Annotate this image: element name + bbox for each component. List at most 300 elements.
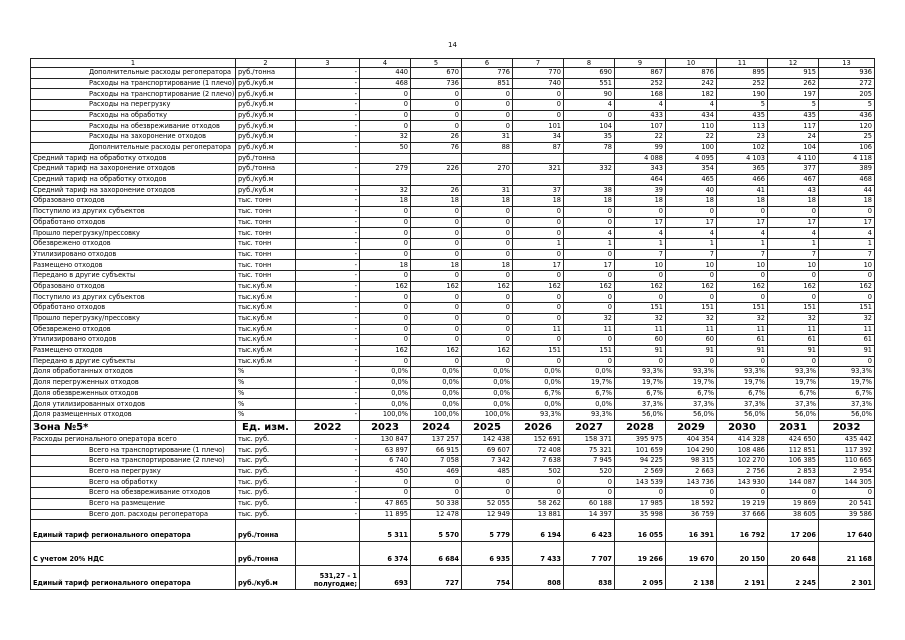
value-cell: 91 — [819, 345, 875, 356]
value-cell: 0 — [462, 477, 513, 488]
unit-cell: тыс.куб.м — [236, 303, 296, 314]
value-cell: 0,0% — [513, 399, 564, 410]
value-cell: 424 650 — [768, 434, 819, 445]
value-cell: 144 305 — [819, 477, 875, 488]
value-cell: 0 — [462, 324, 513, 335]
col3-cell: - — [296, 477, 360, 488]
value-cell: 0 — [462, 488, 513, 499]
value-cell: 867 — [615, 68, 666, 79]
value-cell: 117 392 — [819, 445, 875, 456]
value-cell: 0 — [360, 100, 411, 111]
value-cell: 0 — [564, 356, 615, 367]
row-label: Единый тариф регионального оператора — [31, 520, 236, 542]
value-cell: 1 — [615, 239, 666, 250]
value-cell: 435 — [768, 110, 819, 121]
value-cell: 106 — [819, 142, 875, 153]
value-cell: 0,0% — [411, 388, 462, 399]
value-cell: 5 — [768, 100, 819, 111]
value-cell: 75 321 — [564, 445, 615, 456]
value-cell: 100 — [666, 142, 717, 153]
value-cell: 252 — [717, 78, 768, 89]
column-number: 1 — [31, 59, 236, 68]
value-cell: 72 408 — [513, 445, 564, 456]
value-cell: 0 — [564, 303, 615, 314]
value-cell: 0 — [411, 249, 462, 260]
value-cell: 0,0% — [513, 377, 564, 388]
value-cell: 0 — [411, 324, 462, 335]
col3-cell: - — [296, 399, 360, 410]
value-cell: 0,0% — [411, 399, 462, 410]
row-label: Передано в другие субъекты — [31, 271, 236, 282]
row-label: Расходы на транспортирование (2 плечо) — [31, 89, 236, 100]
value-cell: 5 311 — [360, 520, 411, 542]
value-cell: 151 — [564, 345, 615, 356]
value-cell: 5 — [819, 100, 875, 111]
value-cell: 93,3% — [513, 410, 564, 421]
value-cell: 152 691 — [513, 434, 564, 445]
unit-cell: тыс. тонн — [236, 196, 296, 207]
value-cell: 0 — [819, 292, 875, 303]
value-cell: 0 — [513, 89, 564, 100]
value-cell: 0 — [360, 335, 411, 346]
value-cell: 11 895 — [360, 509, 411, 520]
value-cell: 0,0% — [564, 399, 615, 410]
value-cell: 2 191 — [717, 566, 768, 590]
table-row — [31, 445, 875, 456]
value-cell: 0 — [360, 477, 411, 488]
row-label: Всего на перегрузку — [31, 466, 236, 477]
year-header: 2029 — [666, 420, 717, 434]
value-cell: 22 — [666, 132, 717, 143]
table-row — [31, 196, 875, 207]
row-label: Образовано отходов — [31, 281, 236, 292]
value-cell: 0 — [360, 228, 411, 239]
value-cell: 31 — [462, 132, 513, 143]
value-cell: 0 — [513, 110, 564, 121]
value-cell: 0 — [564, 477, 615, 488]
column-number: 6 — [462, 59, 513, 68]
value-cell: 6,7% — [615, 388, 666, 399]
table-body — [31, 59, 875, 590]
value-cell: 740 — [513, 78, 564, 89]
value-cell: 106 385 — [768, 456, 819, 467]
value-cell: 0 — [615, 271, 666, 282]
value-cell: 5 779 — [462, 520, 513, 542]
value-cell: 4 — [615, 100, 666, 111]
row-label: Всего на обработку — [31, 477, 236, 488]
value-cell: 24 — [768, 132, 819, 143]
value-cell: 0,0% — [360, 367, 411, 378]
value-cell: 2 138 — [666, 566, 717, 590]
value-cell: 50 338 — [411, 498, 462, 509]
table-row — [31, 335, 875, 346]
table-row — [31, 239, 875, 250]
value-cell: 190 — [717, 89, 768, 100]
table-row — [31, 509, 875, 520]
row-label: Доля размещенных отходов — [31, 410, 236, 421]
value-cell: 36 759 — [666, 509, 717, 520]
value-cell: 101 — [513, 121, 564, 132]
value-cell: 0 — [462, 292, 513, 303]
col3-cell: - — [296, 434, 360, 445]
value-cell: 1 — [717, 239, 768, 250]
unit-cell: тыс. руб. — [236, 434, 296, 445]
value-cell: 0 — [564, 335, 615, 346]
col3-cell — [296, 153, 360, 164]
table-row — [31, 345, 875, 356]
value-cell: 35 998 — [615, 509, 666, 520]
table-row — [31, 100, 875, 111]
value-cell: 91 — [717, 345, 768, 356]
table-row — [31, 542, 875, 566]
value-cell: 11 — [513, 324, 564, 335]
year-header: 2027 — [564, 420, 615, 434]
value-cell: 0,0% — [360, 399, 411, 410]
value-cell: 0 — [513, 271, 564, 282]
col3-cell: - — [296, 313, 360, 324]
column-number: 8 — [564, 59, 615, 68]
value-cell: 66 915 — [411, 445, 462, 456]
table-row — [31, 410, 875, 421]
col3-cell: - — [296, 445, 360, 456]
value-cell: 0 — [564, 292, 615, 303]
value-cell: 0 — [411, 206, 462, 217]
col3-cell: - — [296, 335, 360, 346]
value-cell: 0 — [411, 356, 462, 367]
value-cell: 808 — [513, 566, 564, 590]
value-cell: 182 — [666, 89, 717, 100]
col3-cell: - — [296, 498, 360, 509]
value-cell: 35 — [564, 132, 615, 143]
value-cell: 693 — [360, 566, 411, 590]
value-cell: 7 058 — [411, 456, 462, 467]
value-cell: 321 — [513, 164, 564, 175]
value-cell: 61 — [819, 335, 875, 346]
value-cell: 18 — [564, 196, 615, 207]
row-label: Доля утилизированных отходов — [31, 399, 236, 410]
value-cell: 18 592 — [666, 498, 717, 509]
unit-cell: % — [236, 399, 296, 410]
value-cell: 0 — [411, 217, 462, 228]
value-cell: 0 — [411, 488, 462, 499]
value-cell: 104 — [768, 142, 819, 153]
col3-cell: - — [296, 356, 360, 367]
value-cell: 0 — [513, 356, 564, 367]
value-cell: 0,0% — [564, 367, 615, 378]
value-cell: 17 — [615, 217, 666, 228]
value-cell: 32 — [768, 313, 819, 324]
row-label: Обработано отходов — [31, 217, 236, 228]
value-cell: 895 — [717, 68, 768, 79]
value-cell: 99 — [615, 142, 666, 153]
unit-cell: % — [236, 377, 296, 388]
value-cell: 433 — [615, 110, 666, 121]
value-cell: 6,7% — [717, 388, 768, 399]
value-cell: 0,0% — [462, 399, 513, 410]
year-header: 2023 — [360, 420, 411, 434]
value-cell: 17 — [768, 217, 819, 228]
value-cell: 158 371 — [564, 434, 615, 445]
value-cell: 0 — [462, 121, 513, 132]
value-cell: 26 — [411, 132, 462, 143]
col3-cell — [296, 520, 360, 542]
row-label: Всего доп. расходы регоператора — [31, 509, 236, 520]
value-cell: 18 — [411, 196, 462, 207]
value-cell: 770 — [513, 68, 564, 79]
unit-cell: руб./куб.м — [236, 174, 296, 185]
unit-cell: руб./куб.м — [236, 78, 296, 89]
value-cell: 113 — [717, 121, 768, 132]
value-cell: 16 391 — [666, 520, 717, 542]
value-cell: 11 — [615, 324, 666, 335]
value-cell: 94 225 — [615, 456, 666, 467]
value-cell: 0 — [411, 313, 462, 324]
value-cell: 40 — [666, 185, 717, 196]
value-cell: 151 — [615, 303, 666, 314]
value-cell: 12 478 — [411, 509, 462, 520]
row-label: Поступило из других субъектов — [31, 206, 236, 217]
value-cell: 17 — [666, 217, 717, 228]
value-cell: 0,0% — [462, 388, 513, 399]
value-cell: 0 — [513, 228, 564, 239]
value-cell: 10 — [666, 260, 717, 271]
value-cell: 0,0% — [462, 377, 513, 388]
col3-cell: - — [296, 78, 360, 89]
value-cell: 14 397 — [564, 509, 615, 520]
unit-cell: руб./куб.м — [236, 100, 296, 111]
value-cell: 90 — [564, 89, 615, 100]
table-row — [31, 281, 875, 292]
column-number: 5 — [411, 59, 462, 68]
value-cell: 18 — [768, 196, 819, 207]
value-cell: 2 245 — [768, 566, 819, 590]
value-cell: 117 — [768, 121, 819, 132]
value-cell: 520 — [564, 466, 615, 477]
value-cell: 16 792 — [717, 520, 768, 542]
value-cell: 17 206 — [768, 520, 819, 542]
value-cell: 468 — [819, 174, 875, 185]
value-cell: 0 — [768, 356, 819, 367]
value-cell: 332 — [564, 164, 615, 175]
value-cell: 4 103 — [717, 153, 768, 164]
col3-cell: - — [296, 121, 360, 132]
value-cell: 2 301 — [819, 566, 875, 590]
value-cell: 466 — [717, 174, 768, 185]
value-cell: 0 — [564, 110, 615, 121]
unit-cell: тыс.куб.м — [236, 324, 296, 335]
value-cell: 0,0% — [411, 377, 462, 388]
value-cell: 0 — [768, 488, 819, 499]
value-cell: 4 — [564, 228, 615, 239]
value-cell: 279 — [360, 164, 411, 175]
value-cell: 17 — [819, 217, 875, 228]
value-cell: 20 150 — [717, 542, 768, 566]
page-number: 14 — [448, 41, 457, 49]
value-cell: 39 586 — [819, 509, 875, 520]
year-header: 2024 — [411, 420, 462, 434]
value-cell: 0 — [360, 239, 411, 250]
value-cell: 10 — [768, 260, 819, 271]
value-cell: 93,3% — [666, 367, 717, 378]
value-cell: 0 — [462, 313, 513, 324]
value-cell: 395 975 — [615, 434, 666, 445]
row-label: Передано в другие субъекты — [31, 356, 236, 367]
unit-cell: тыс.куб.м — [236, 335, 296, 346]
value-cell: 18 — [360, 196, 411, 207]
value-cell: 0 — [768, 292, 819, 303]
value-cell: 143 539 — [615, 477, 666, 488]
value-cell: 2 569 — [615, 466, 666, 477]
value-cell: 0,0% — [360, 388, 411, 399]
value-cell: 104 — [564, 121, 615, 132]
value-cell: 19 266 — [615, 542, 666, 566]
value-cell: 104 290 — [666, 445, 717, 456]
value-cell: 4 — [819, 228, 875, 239]
value-cell: 435 — [717, 110, 768, 121]
row-label: Расходы на перегрузку — [31, 100, 236, 111]
year-header: 2032 — [819, 420, 875, 434]
value-cell: 162 — [360, 345, 411, 356]
column-number: 3 — [296, 59, 360, 68]
value-cell: 91 — [615, 345, 666, 356]
row-label: Размещено отходов — [31, 345, 236, 356]
value-cell: 272 — [819, 78, 875, 89]
unit-cell: тыс. тонн — [236, 260, 296, 271]
value-cell: 37 666 — [717, 509, 768, 520]
col3-cell: - — [296, 345, 360, 356]
row-label: Утилизировано отходов — [31, 335, 236, 346]
value-cell: 0 — [411, 477, 462, 488]
col3-cell: - — [296, 206, 360, 217]
value-cell: 162 — [819, 281, 875, 292]
unit-cell: руб./куб.м — [236, 121, 296, 132]
value-cell: 151 — [513, 345, 564, 356]
value-cell: 151 — [819, 303, 875, 314]
value-cell: 440 — [360, 68, 411, 79]
row-label: Дополнительные расходы регоператора — [31, 68, 236, 79]
value-cell: 0 — [513, 335, 564, 346]
year-header: 2022 — [296, 420, 360, 434]
unit-cell: тыс. руб. — [236, 466, 296, 477]
value-cell: 120 — [819, 121, 875, 132]
value-cell: 6 374 — [360, 542, 411, 566]
value-cell: 0 — [360, 89, 411, 100]
value-cell: 0 — [513, 477, 564, 488]
value-cell: 11 — [717, 324, 768, 335]
value-cell: 469 — [411, 466, 462, 477]
value-cell: 7 638 — [513, 456, 564, 467]
table-row — [31, 142, 875, 153]
year-header: 2031 — [768, 420, 819, 434]
value-cell: 4 — [666, 100, 717, 111]
col3-cell — [296, 542, 360, 566]
value-cell: 434 — [666, 110, 717, 121]
value-cell: 0 — [513, 217, 564, 228]
unit-cell: тыс. руб. — [236, 445, 296, 456]
value-cell: 0 — [564, 217, 615, 228]
value-cell: 142 438 — [462, 434, 513, 445]
value-cell: 0 — [513, 206, 564, 217]
row-label: Доля обработанных отходов — [31, 367, 236, 378]
value-cell: 0 — [411, 110, 462, 121]
value-cell: 2 756 — [717, 466, 768, 477]
value-cell: 6 684 — [411, 542, 462, 566]
table-row — [31, 121, 875, 132]
row-label: Образовано отходов — [31, 196, 236, 207]
value-cell: 4 — [717, 228, 768, 239]
value-cell: 56,0% — [768, 410, 819, 421]
unit-cell: тыс.куб.м — [236, 345, 296, 356]
value-cell: 0,0% — [462, 367, 513, 378]
value-cell: 11 — [768, 324, 819, 335]
value-cell: 727 — [411, 566, 462, 590]
value-cell: 50 — [360, 142, 411, 153]
value-cell: 0 — [717, 292, 768, 303]
row-label: Обезврежено отходов — [31, 239, 236, 250]
value-cell: 1 — [768, 239, 819, 250]
value-cell: 485 — [462, 466, 513, 477]
value-cell — [360, 174, 411, 185]
value-cell: 10 — [819, 260, 875, 271]
value-cell: 19,7% — [615, 377, 666, 388]
col3-cell: - — [296, 388, 360, 399]
value-cell: 144 087 — [768, 477, 819, 488]
value-cell: 87 — [513, 142, 564, 153]
value-cell: 262 — [768, 78, 819, 89]
value-cell — [360, 153, 411, 164]
value-cell: 0 — [666, 488, 717, 499]
table-row — [31, 271, 875, 282]
value-cell: 19 869 — [768, 498, 819, 509]
value-cell — [564, 153, 615, 164]
unit-header: Ед. изм. — [236, 420, 296, 434]
value-cell: 851 — [462, 78, 513, 89]
value-cell: 0 — [717, 271, 768, 282]
table-row — [31, 488, 875, 499]
value-cell: 107 — [615, 121, 666, 132]
value-cell: 56,0% — [615, 410, 666, 421]
table-row — [31, 313, 875, 324]
value-cell: 101 659 — [615, 445, 666, 456]
value-cell: 0 — [615, 292, 666, 303]
value-cell: 7 — [768, 249, 819, 260]
column-number: 4 — [360, 59, 411, 68]
col3-cell: - — [296, 260, 360, 271]
row-label: Прошло перегрузку/прессовку — [31, 313, 236, 324]
value-cell: 93,3% — [717, 367, 768, 378]
value-cell: 10 — [615, 260, 666, 271]
unit-cell: тыс.куб.м — [236, 281, 296, 292]
value-cell: 151 — [717, 303, 768, 314]
value-cell: 18 — [411, 260, 462, 271]
value-cell: 43 — [768, 185, 819, 196]
value-cell: 0 — [462, 89, 513, 100]
value-cell: 0 — [462, 100, 513, 111]
row-label: Всего на обезвреживание отходов — [31, 488, 236, 499]
value-cell: 0 — [717, 488, 768, 499]
value-cell: 0,0% — [411, 367, 462, 378]
column-number: 10 — [666, 59, 717, 68]
value-cell: 0 — [615, 488, 666, 499]
value-cell: 0 — [666, 206, 717, 217]
value-cell: 690 — [564, 68, 615, 79]
unit-cell: тыс. тонн — [236, 239, 296, 250]
row-label: Расходы на транспортирование (1 плечо) — [31, 78, 236, 89]
unit-cell: тыс. тонн — [236, 217, 296, 228]
row-label: Утилизировано отходов — [31, 249, 236, 260]
value-cell: 354 — [666, 164, 717, 175]
unit-cell: руб./тонна — [236, 68, 296, 79]
